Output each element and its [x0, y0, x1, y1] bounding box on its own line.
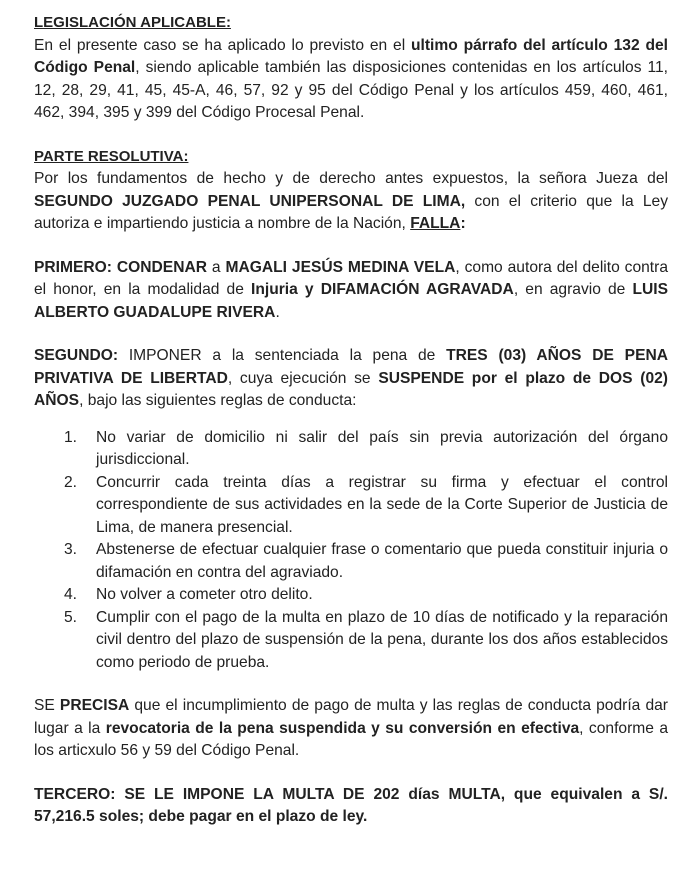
list-item: 1. No variar de domicilio ni salir del país sin previa autorización del órgano jurisdiccional. [64, 428, 668, 468]
falla-label: FALLA [410, 215, 461, 232]
reglas-list [34, 427, 668, 675]
legislacion-heading: LEGISLACIÓN APLICABLE: [34, 14, 231, 31]
primero-paragraph: PRIMERO: CONDENAR a MAGALI JESÚS MEDINA VELA, como autora del delito contra el honor, en la modalidad de Injuria y DIFAMACIÓN AGRAVADA, en agravio de LUIS ALBERTO GUADALUPE RIVERA. [34, 258, 668, 321]
legislacion-paragraph: En el presente caso se ha aplicado lo previsto en el ultimo párrafo del artículo 132 del Código Penal, siendo aplicable también las disposiciones contenidas en los artículos 11, 12, 28, 29, 41, 45, 45-A, 46, 57, 92 y 95 del Código Penal y los artículos 459, 460, 461, 462, 394, 395 y 399 del Código Procesal Penal. [34, 36, 668, 121]
list-item: 5. Cumplir con el pago de la multa en plazo de 10 días de notificado y la reparación civil dentro del plazo de suspensión de la pena, durante los dos años establecidos como periodo de prueba. [64, 608, 668, 671]
list-item: 4. No volver a cometer otro delito. [64, 586, 313, 603]
precisa-paragraph: SE PRECISA que el incumplimiento de pago de multa y las reglas de conducta podría dar lugar a la revocatoria de la pena suspendida y su conversión en efectiva, conforme a los articxulo 56 y 59 del Código Penal. [34, 697, 669, 759]
resolutiva-paragraph: Por los fundamentos de hecho y de derecho antes expuestos, la señora Jueza del SEGUNDO JUZGADO PENAL UNIPERSONAL DE LIMA, con el criterio que la Ley autoriza e impartiendo justicia a nombre de la Nación, FALLA: [34, 170, 669, 232]
segundo-paragraph: SEGUNDO: IMPONER a la sentenciada la pena de TRES (03) AÑOS DE PENA PRIVATIVA DE LIBERTAD, cuya ejecución se SUSPENDE por el plazo de DOS (02) AÑOS, bajo las siguientes reglas de conducta: [34, 347, 669, 409]
list-item: 3. Abstenerse de efectuar cualquier frase o comentario que pueda constituir injuria o difamación en contra del agraviado. [64, 541, 668, 581]
list-item: 2. Concurrir cada treinta días a registrar su firma y efectuar el control correspondiente de sus actividades en la sede de la Corte Superior de Justicia de Lima, de manera presencial. [64, 473, 668, 536]
tercero-paragraph: TERCERO: SE LE IMPONE LA MULTA DE 202 días MULTA, que equivalen a S/. 57,216.5 soles; debe pagar en el plazo de ley. [34, 785, 668, 825]
resolutiva-heading: PARTE RESOLUTIVA: [34, 147, 189, 165]
